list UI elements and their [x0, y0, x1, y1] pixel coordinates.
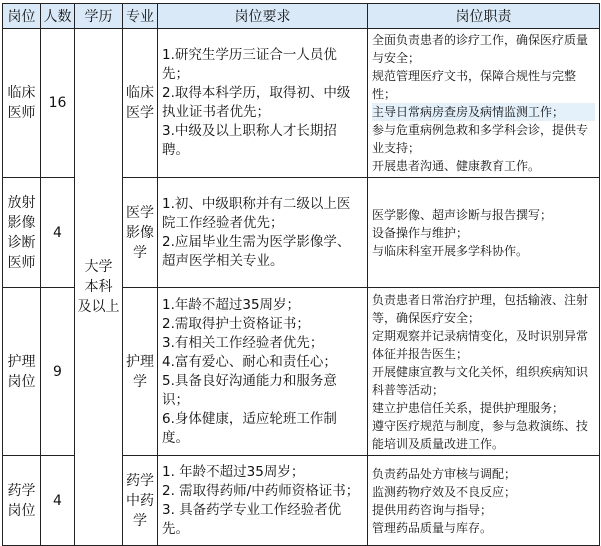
requirements-cell [158, 178, 368, 288]
count-cell: 4 [41, 456, 75, 546]
header-count: 人数 [41, 4, 75, 29]
requirement-item: 2.应届毕业生需为医学影像学、超声医学相关专业。 [162, 233, 351, 269]
requirement-item: 6.身体健康，适应轮班工作制度。 [162, 410, 337, 446]
header-education: 学历 [75, 4, 123, 29]
duties-cell [368, 178, 600, 288]
header-duties: 岗位职责 [368, 4, 600, 29]
duty-item: 提供用药咨询与指导； [372, 502, 493, 517]
major-cell: 药学 中药 学 [123, 456, 158, 546]
duty-item: 建立护患信任关系，提供护理服务； [372, 400, 565, 415]
duty-item: 负责患者日常治疗护理，包括输液、注射等，确保医疗安全； [372, 292, 589, 325]
requirement-item: 3.中级及以上职称人才长期招聘。 [162, 123, 337, 158]
recruitment-table [2, 3, 600, 546]
requirement-item: 1. 年龄不超过35周岁； [162, 463, 305, 480]
education-cell: 大学 本科 及以上 [75, 29, 123, 546]
requirement-item: 4.富有爱心、耐心和责任心； [162, 353, 337, 370]
requirement-item: 1.研究生学历三证合一人员优先； [162, 47, 337, 82]
duty-item: 遵守医疗规范与制度，参与急救演练、技能培训及质量改进工作。 [372, 418, 589, 451]
duty-item: 开展健康宣教与文化关怀，组织疾病知识科普等活动； [372, 364, 589, 397]
count-cell: 4 [41, 178, 75, 288]
duty-item: 主导日常病房查房及病情监测工作； [372, 103, 595, 121]
requirements-cell [158, 29, 368, 178]
requirement-item: 1.初、中级职称并有二级以上医院工作经验者优先； [162, 195, 351, 231]
header-position: 岗位 [3, 4, 41, 29]
duty-item: 监测药物疗效及不良反应； [372, 484, 517, 499]
duty-item: 医学影像、超声诊断与报告撰写； [372, 207, 553, 222]
duty-item: 负责药品处方审核与调配； [372, 466, 517, 481]
position-cell: 放射 影像 诊断 医师 [3, 178, 41, 288]
requirements-cell [158, 288, 368, 456]
duties-cell [368, 288, 600, 456]
count-cell: 9 [41, 288, 75, 456]
position-cell: 药学 岗位 [3, 456, 41, 546]
requirement-item: 2.需取得护士资格证书； [162, 315, 310, 332]
requirements-cell [158, 456, 368, 546]
requirement-item: 2. 需取得药师/中药师资格证书； [162, 482, 360, 499]
duty-item: 设备操作与维护； [372, 225, 469, 240]
requirement-item: 5.具备良好沟通能力和服务意识； [162, 372, 337, 408]
position-cell: 护理 岗位 [3, 288, 41, 456]
duty-item: 定期观察并记录病情变化，及时识别异常体征并报告医生； [372, 328, 589, 361]
requirement-item: 3. 具备药学专业工作经验者优先。 [162, 501, 342, 537]
requirement-item: 2.取得本科学历，取得初、中级执业证书者优先； [162, 85, 351, 120]
requirement-item: 3.有相关工作经验者优先； [162, 334, 324, 351]
duty-item: 开展患者沟通、健康教育工作。 [372, 159, 541, 173]
header-row [3, 4, 600, 29]
duty-item: 规范管理医疗文书，保障合规性与完整性； [372, 69, 577, 101]
header-major: 专业 [123, 4, 158, 29]
requirement-item: 1.年龄不超过35周岁； [162, 296, 301, 313]
major-cell: 临床 医学 [123, 29, 158, 178]
duty-item: 参与危重病例急救和多学科会诊，提供专业支持； [372, 123, 589, 155]
duties-cell [368, 456, 600, 546]
duty-item: 管理药品质量与库存。 [372, 520, 493, 535]
duties-cell [368, 29, 600, 178]
duty-item: 全面负责患者的诊疗工作，确保医疗质量与安全； [372, 33, 589, 65]
header-requirements: 岗位要求 [158, 4, 368, 29]
position-cell: 临床 医师 [3, 29, 41, 178]
major-cell: 医学 影像 学 [123, 178, 158, 288]
table-row [3, 29, 600, 178]
count-cell: 16 [41, 29, 75, 178]
major-cell: 护理 学 [123, 288, 158, 456]
duty-item: 与临床科室开展多学科协作。 [372, 243, 529, 258]
